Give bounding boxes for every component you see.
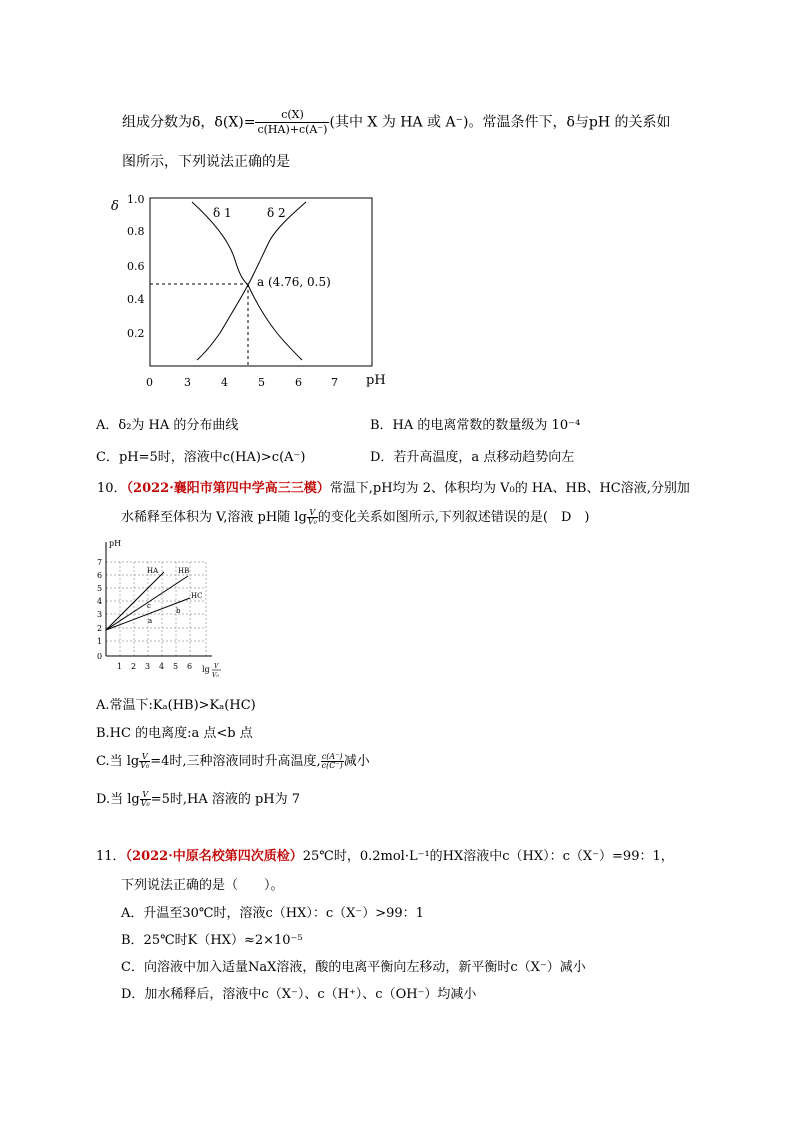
chart1-x-tick: 7 [331,376,338,389]
q9-intro-line-2: 图所示，下列说法正确的是 [122,154,290,170]
chart2-y-tick: 6 [97,571,103,580]
chart2-x-tick: 2 [131,662,137,671]
point-a-label: a (4.76, 0.5) [257,275,331,289]
q10-line-2: 水稀释至体积为 V,溶液 pH随 lg $\frac{V}{\text{V₀}}$ 的变化关系如图所示,下列叙述错误的是( D ) [121,508,590,526]
curve2-label: δ 2 [267,206,286,220]
chart2-x-axis-label: lg [202,665,210,674]
q11-line-2: 下列说法正确的是（ ）。 [121,878,284,893]
q9-intro-line-1: 组成分数为δ，δ(X)= $\frac{c(X)}{c(HA)+c(A^-)}$ (其中 X 为 HA 或 A⁻)。常温条件下，δ与pH 的关系如 [122,108,671,136]
chart1-y-axis-label: δ [111,199,119,214]
chart2-x-tick: 5 [173,662,179,671]
series-ha-label: HA [147,567,159,575]
curve1-label: δ 1 [213,206,232,220]
chart1-y-tick: 1.0 [127,193,145,206]
q11-source: （2022·中原名校第四次质检） [125,849,303,864]
chart2-x-tick: 1 [117,662,123,671]
chart2-y-tick: 2 [97,624,103,633]
q10-line-1: 10．（2022·襄阳市第四中学高三三模）常温下,pH均为 2、体积均为 V₀的 HA、HB、HC溶液,分别加 [97,481,690,496]
q10-source: （2022·襄阳市第四中学高三三模） [126,481,330,496]
chart2-y-tick: 0 [97,652,103,661]
q9-option-a: A．δ₂为 HA 的分布曲线 [96,418,239,433]
q10-option-a: A.常温下:Kₐ(HB)>Kₐ(HC) [96,698,256,713]
chart1-x-tick: 5 [258,376,265,389]
q11-option-b: B．25℃时K（HX）≈2×10⁻⁵ [121,933,303,948]
delta-ph-chart [105,188,405,393]
series-hb-label: HB [178,567,190,575]
point-b-label: b [176,607,181,615]
chart1-y-tick: 0.6 [127,260,145,273]
q10-option-b: B.HC 的电离度:a 点<b 点 [96,726,253,741]
chart1-y-tick: 0.4 [127,293,145,306]
chart1-x-tick: 0 [146,376,153,389]
chart2-y-tick: 7 [97,558,103,567]
chart2-y-axis-label: pH [109,539,122,548]
chart1-x-tick: 4 [221,376,228,389]
chart1-y-tick: 0.2 [127,327,145,340]
chart1-x-tick: 6 [295,376,302,389]
q10-lg-fraction: $\frac{V}{\text{V₀}}$ [307,508,317,526]
ph-dilution-chart [92,536,227,686]
point-a-label: a [148,617,153,625]
point-c-label: c [147,602,151,610]
q10-option-c: C.当 lg $\frac{V}{\text{V₀}}$ =4时,三种溶液同时升高温度, $\frac{c(A^-)}{c(C^-)}$ 减小 [96,752,370,770]
chart1-y-tick: 0.8 [127,225,145,238]
chart2-y-tick: 3 [97,610,103,619]
chart2-x-tick: 4 [159,662,165,671]
chart2-x-tick: 6 [187,662,193,671]
chart2-y-tick: 1 [97,637,103,646]
q9-delta-fraction: $\frac{c(X)}{c(HA)+c(A^-)}$ [257,108,328,136]
q11-option-c: C．向溶液中加入适量NaX溶液，酸的电离平衡向左移动，新平衡时c（X⁻）减小 [121,960,586,975]
chart2-x-frac-num: V [214,663,219,670]
q9-option-c: C．pH=5时，溶液中c(HA)>c(A⁻) [96,450,306,465]
q9-option-b: B．HA 的电离常数的数量级为 10⁻⁴ [370,418,581,433]
q11-line-1: 11．（2022·中原名校第四次质检）25℃时，0.2mol·L⁻¹的HX溶液中c（HX）：c（X⁻）=99：1， [96,849,674,864]
chart1-x-tick: 3 [184,376,191,389]
series-hc-label: HC [191,592,203,600]
q10-option-d: D.当 lg $\frac{V}{\text{V₀}}$ =5时,HA 溶液的 pH为 7 [96,790,301,808]
q9-option-d: D．若升高温度，a 点移动趋势向左 [370,450,575,465]
chart1-x-axis-label: pH [366,373,386,388]
chart2-y-tick: 4 [97,597,103,606]
chart2-x-frac-den: V₀ [212,672,219,679]
chart2-x-tick: 3 [145,662,151,671]
q11-option-d: D．加水稀释后，溶液中c（X⁻）、c（H⁺）、c（OH⁻）均减小 [121,987,477,1002]
q11-option-a: A．升温至30℃时，溶液c（HX）：c（X⁻）>99：1 [121,906,424,921]
chart2-y-tick: 5 [97,584,103,593]
